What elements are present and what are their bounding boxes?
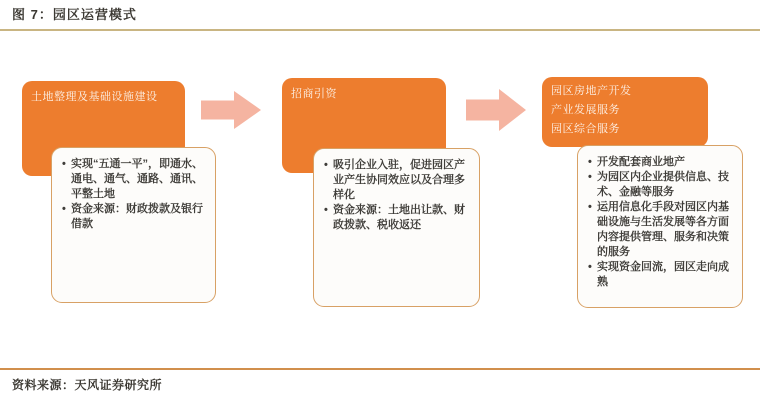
- stage-2-detail-box: [313, 148, 480, 307]
- footer-divider: [0, 368, 760, 370]
- stage-3-label-line1: 园区房地产开发: [551, 85, 632, 97]
- stage-1-label: 土地整理及基础设施建设: [31, 91, 158, 103]
- stage-3-label-line2: 产业发展服务: [551, 104, 620, 116]
- stage-3-detail-box: [577, 145, 743, 308]
- bullet-item: • 为园区内企业提供信息、技术、金融等服务: [588, 170, 735, 200]
- title-divider: [0, 29, 760, 31]
- stage-2-label: 招商引资: [291, 88, 337, 100]
- bullet-item: • 实现资金回流，园区走向成熟: [588, 260, 735, 290]
- right-arrow-icon: [200, 90, 262, 130]
- stage-3-bullet-list: [578, 146, 742, 290]
- stage-1-bullet-list: [52, 148, 215, 232]
- bullet-item: • 吸引企业入驻，促进园区产业产生协同效应以及合理多样化: [324, 158, 472, 203]
- stage-3-label-line3: 园区综合服务: [551, 123, 620, 135]
- stage-2-bullet-list: [314, 149, 479, 233]
- bullet-item: • 实现“五通一平”，即通水、通电、通气、通路、通讯、平整土地: [62, 157, 208, 202]
- right-arrow-icon: [465, 88, 527, 132]
- figure-title: 图 7：园区运营模式: [12, 7, 137, 22]
- bullet-item: • 资金来源：土地出让款、财政拨款、税收返还: [324, 203, 472, 233]
- bullet-item: • 开发配套商业地产: [588, 155, 735, 170]
- bullet-item: • 运用信息化手段对园区内基础设施与生活发展等各方面内容提供管理、服务和决策的服务: [588, 200, 735, 260]
- bullet-item: • 资金来源：财政拨款及银行借款: [62, 202, 208, 232]
- stage-3-header-box: [542, 77, 708, 147]
- stage-1-detail-box: [51, 147, 216, 303]
- source-note: 资料来源：天风证券研究所: [12, 378, 163, 392]
